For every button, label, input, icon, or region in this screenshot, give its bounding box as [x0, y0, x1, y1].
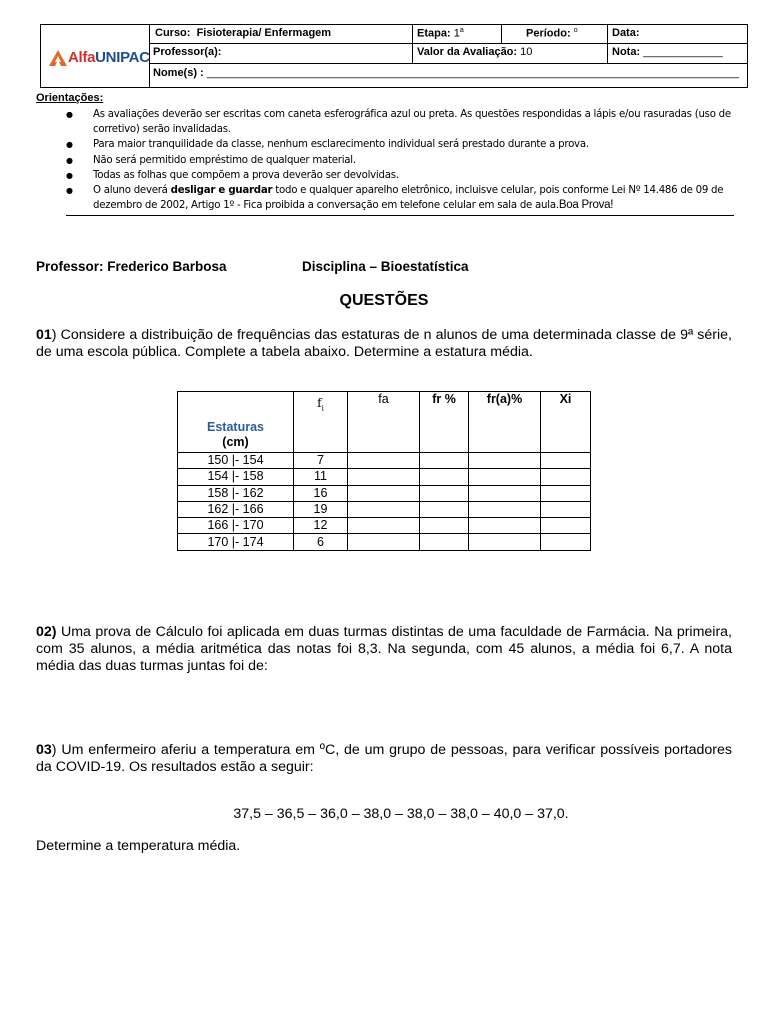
valor-label: Valor da Avaliação:: [417, 46, 518, 58]
orientacao-item: ● Para maior tranquilidade da classe, nenhum esclarecimento individual será prestado durante a prova.: [66, 137, 742, 152]
header-box: [40, 24, 748, 88]
nomes-label: Nome(s) :: [153, 67, 204, 79]
nomes-blank[interactable]: _______________________________________________________________________________________: [206, 67, 740, 79]
xi-cell[interactable]: [541, 469, 591, 485]
range-cell: 158 |- 162: [178, 485, 294, 501]
logo-mark-icon: [49, 50, 67, 66]
header-xi: Xi: [541, 392, 591, 453]
question-1-number: 01: [36, 327, 52, 343]
professor-line: Professor: Frederico Barbosa: [36, 259, 227, 274]
question-3: [36, 742, 732, 776]
question-3-prompt: Determine a temperatura média.: [36, 838, 241, 854]
question-3-number: 03: [36, 742, 52, 758]
etapa-cell: [413, 25, 502, 43]
frequency-table: [177, 391, 591, 551]
orientacao-item: ● Todas as folhas que compõem a prova deverão ser devolvidas.: [66, 168, 742, 183]
fi-cell: 6: [294, 534, 348, 550]
table-row: [178, 485, 591, 501]
question-3-text: ) Um enfermeiro aferiu a temperatura em ºC, de um grupo de pessoas, para verificar possíveis portadores da COVID-19. Os resultados estão a seguir:: [36, 742, 732, 775]
curso-cell: [149, 25, 413, 43]
xi-cell[interactable]: [541, 501, 591, 517]
xi-cell[interactable]: [541, 485, 591, 501]
range-cell: 170 |- 174: [178, 534, 294, 550]
fa-cell[interactable]: [348, 501, 420, 517]
nota-cell: [608, 43, 747, 63]
fra-cell[interactable]: [469, 453, 541, 469]
fr-cell[interactable]: [420, 518, 469, 534]
logo-unipac-text: UNIPAC: [95, 49, 150, 66]
fra-cell[interactable]: [469, 534, 541, 550]
fra-cell[interactable]: [469, 485, 541, 501]
fra-cell[interactable]: [469, 469, 541, 485]
table-row: [178, 453, 591, 469]
fra-cell[interactable]: [469, 518, 541, 534]
header-estaturas-label: Estaturas: [207, 420, 264, 434]
fa-cell[interactable]: [348, 485, 420, 501]
xi-cell[interactable]: [541, 534, 591, 550]
header-fi-label: f: [317, 396, 322, 410]
nota-blank[interactable]: _____________: [643, 46, 723, 58]
fr-cell[interactable]: [420, 485, 469, 501]
orientacao-item: ● As avaliações deverão ser escritas com caneta esferográfica azul ou preta. As questões respondidas a lápis e/ou rasuradas (uso de corretivo) serão invalidadas.: [66, 107, 742, 137]
logo-alfa-text: Alfa: [68, 49, 96, 66]
questoes-title: QUESTÕES: [339, 292, 429, 309]
fra-cell[interactable]: [469, 501, 541, 517]
boa-prova: Boa Prova!: [558, 199, 614, 212]
table-row: [178, 518, 591, 534]
header-estaturas: [178, 392, 294, 453]
logo-cell: [41, 25, 150, 87]
header-row-2: [149, 43, 747, 64]
table-row: [178, 534, 591, 550]
curso-value: Fisioterapia/ Enfermagem: [196, 27, 332, 39]
data-cell: [608, 25, 747, 43]
table-row: [178, 469, 591, 485]
question-2-number: 02): [36, 624, 57, 640]
question-1: [36, 327, 732, 361]
header-row-3: [149, 63, 747, 87]
header-fa: fa: [348, 392, 420, 453]
nomes-cell: [149, 63, 747, 87]
question-2: [36, 624, 732, 675]
etapa-label: Etapa:: [417, 27, 451, 40]
header-cm-label: (cm): [222, 435, 249, 449]
fr-cell[interactable]: [420, 469, 469, 485]
disciplina-line: Disciplina – Bioestatística: [302, 259, 469, 274]
header-fi-sub: i: [321, 404, 324, 413]
valor-value: 10: [520, 46, 533, 58]
fi-cell: 19: [294, 501, 348, 517]
periodo-sup: o: [573, 27, 578, 34]
orientacao-item-last: [66, 183, 742, 213]
header-fi: [294, 392, 348, 453]
periodo-cell: [502, 25, 608, 43]
xi-cell[interactable]: [541, 453, 591, 469]
data-label: Data:: [612, 27, 640, 39]
fi-cell: 7: [294, 453, 348, 469]
table-row: [178, 501, 591, 517]
fr-cell[interactable]: [420, 453, 469, 469]
fa-cell[interactable]: [348, 453, 420, 469]
orientacao-last-bold: desligar e guardar: [170, 185, 273, 197]
valor-cell: [413, 43, 608, 63]
curso-label: Curso:: [155, 27, 191, 39]
fa-cell[interactable]: [348, 518, 420, 534]
header-fr: fr %: [420, 392, 469, 453]
fa-cell[interactable]: [348, 534, 420, 550]
nota-label: Nota:: [612, 46, 641, 58]
question-1-text: ) Considere a distribuição de frequências das estaturas de n alunos de uma determinada classe de 9ª série, de uma escola pública. Complete a tabela abaixo. Determine a estatura média.: [36, 327, 732, 360]
temperature-values: 37,5 – 36,5 – 36,0 – 38,0 – 38,0 – 38,0 – 40,0 – 37,0.: [233, 806, 569, 822]
orientacoes-divider: [66, 215, 734, 216]
fi-cell: 11: [294, 469, 348, 485]
registered-mark: ·: [55, 40, 57, 46]
range-cell: 162 |- 166: [178, 501, 294, 517]
orientacao-last-post: todo e qualquer aparelho eletrônico, incluisve celular, pois conforme Lei Nº 14.486 de 09 de dezembro de 2002, Artigo 1º - Fica proibida a conversação em telefone celular em sala de aula.: [93, 185, 724, 212]
xi-cell[interactable]: [541, 518, 591, 534]
fa-cell[interactable]: [348, 469, 420, 485]
professor-label: Professor(a):: [153, 46, 222, 58]
fr-cell[interactable]: [420, 501, 469, 517]
header-fra: fr(a)%: [469, 392, 541, 453]
professor-cell: [149, 43, 413, 63]
range-cell: 150 |- 154: [178, 453, 294, 469]
orientacao-item: ● Não será permitido empréstimo de qualquer material.: [66, 153, 742, 168]
orientacao-last-pre: O aluno deverá: [93, 185, 171, 197]
fr-cell[interactable]: [420, 534, 469, 550]
range-cell: 166 |- 170: [178, 518, 294, 534]
alfaunipac-logo: [49, 49, 150, 66]
orientacoes-title: Orientações:: [36, 92, 104, 104]
etapa-value: 1: [453, 27, 460, 40]
etapa-sup: a: [459, 27, 464, 34]
periodo-label: Período:: [526, 27, 571, 40]
fi-cell: 12: [294, 518, 348, 534]
range-cell: 154 |- 158: [178, 469, 294, 485]
table-header-row: [178, 392, 591, 453]
fi-cell: 16: [294, 485, 348, 501]
header-row-1: [149, 25, 747, 44]
question-2-text: Uma prova de Cálculo foi aplicada em duas turmas distintas de uma faculdade de Farmácia. Na primeira, com 35 alunos, a média aritmética das notas foi 8,3. Na segunda, com 45 alunos, a média foi 6,7. A nota média das duas turmas juntas foi de:: [36, 624, 732, 674]
orientacoes-list: [66, 107, 742, 213]
header-grid: [149, 25, 747, 87]
